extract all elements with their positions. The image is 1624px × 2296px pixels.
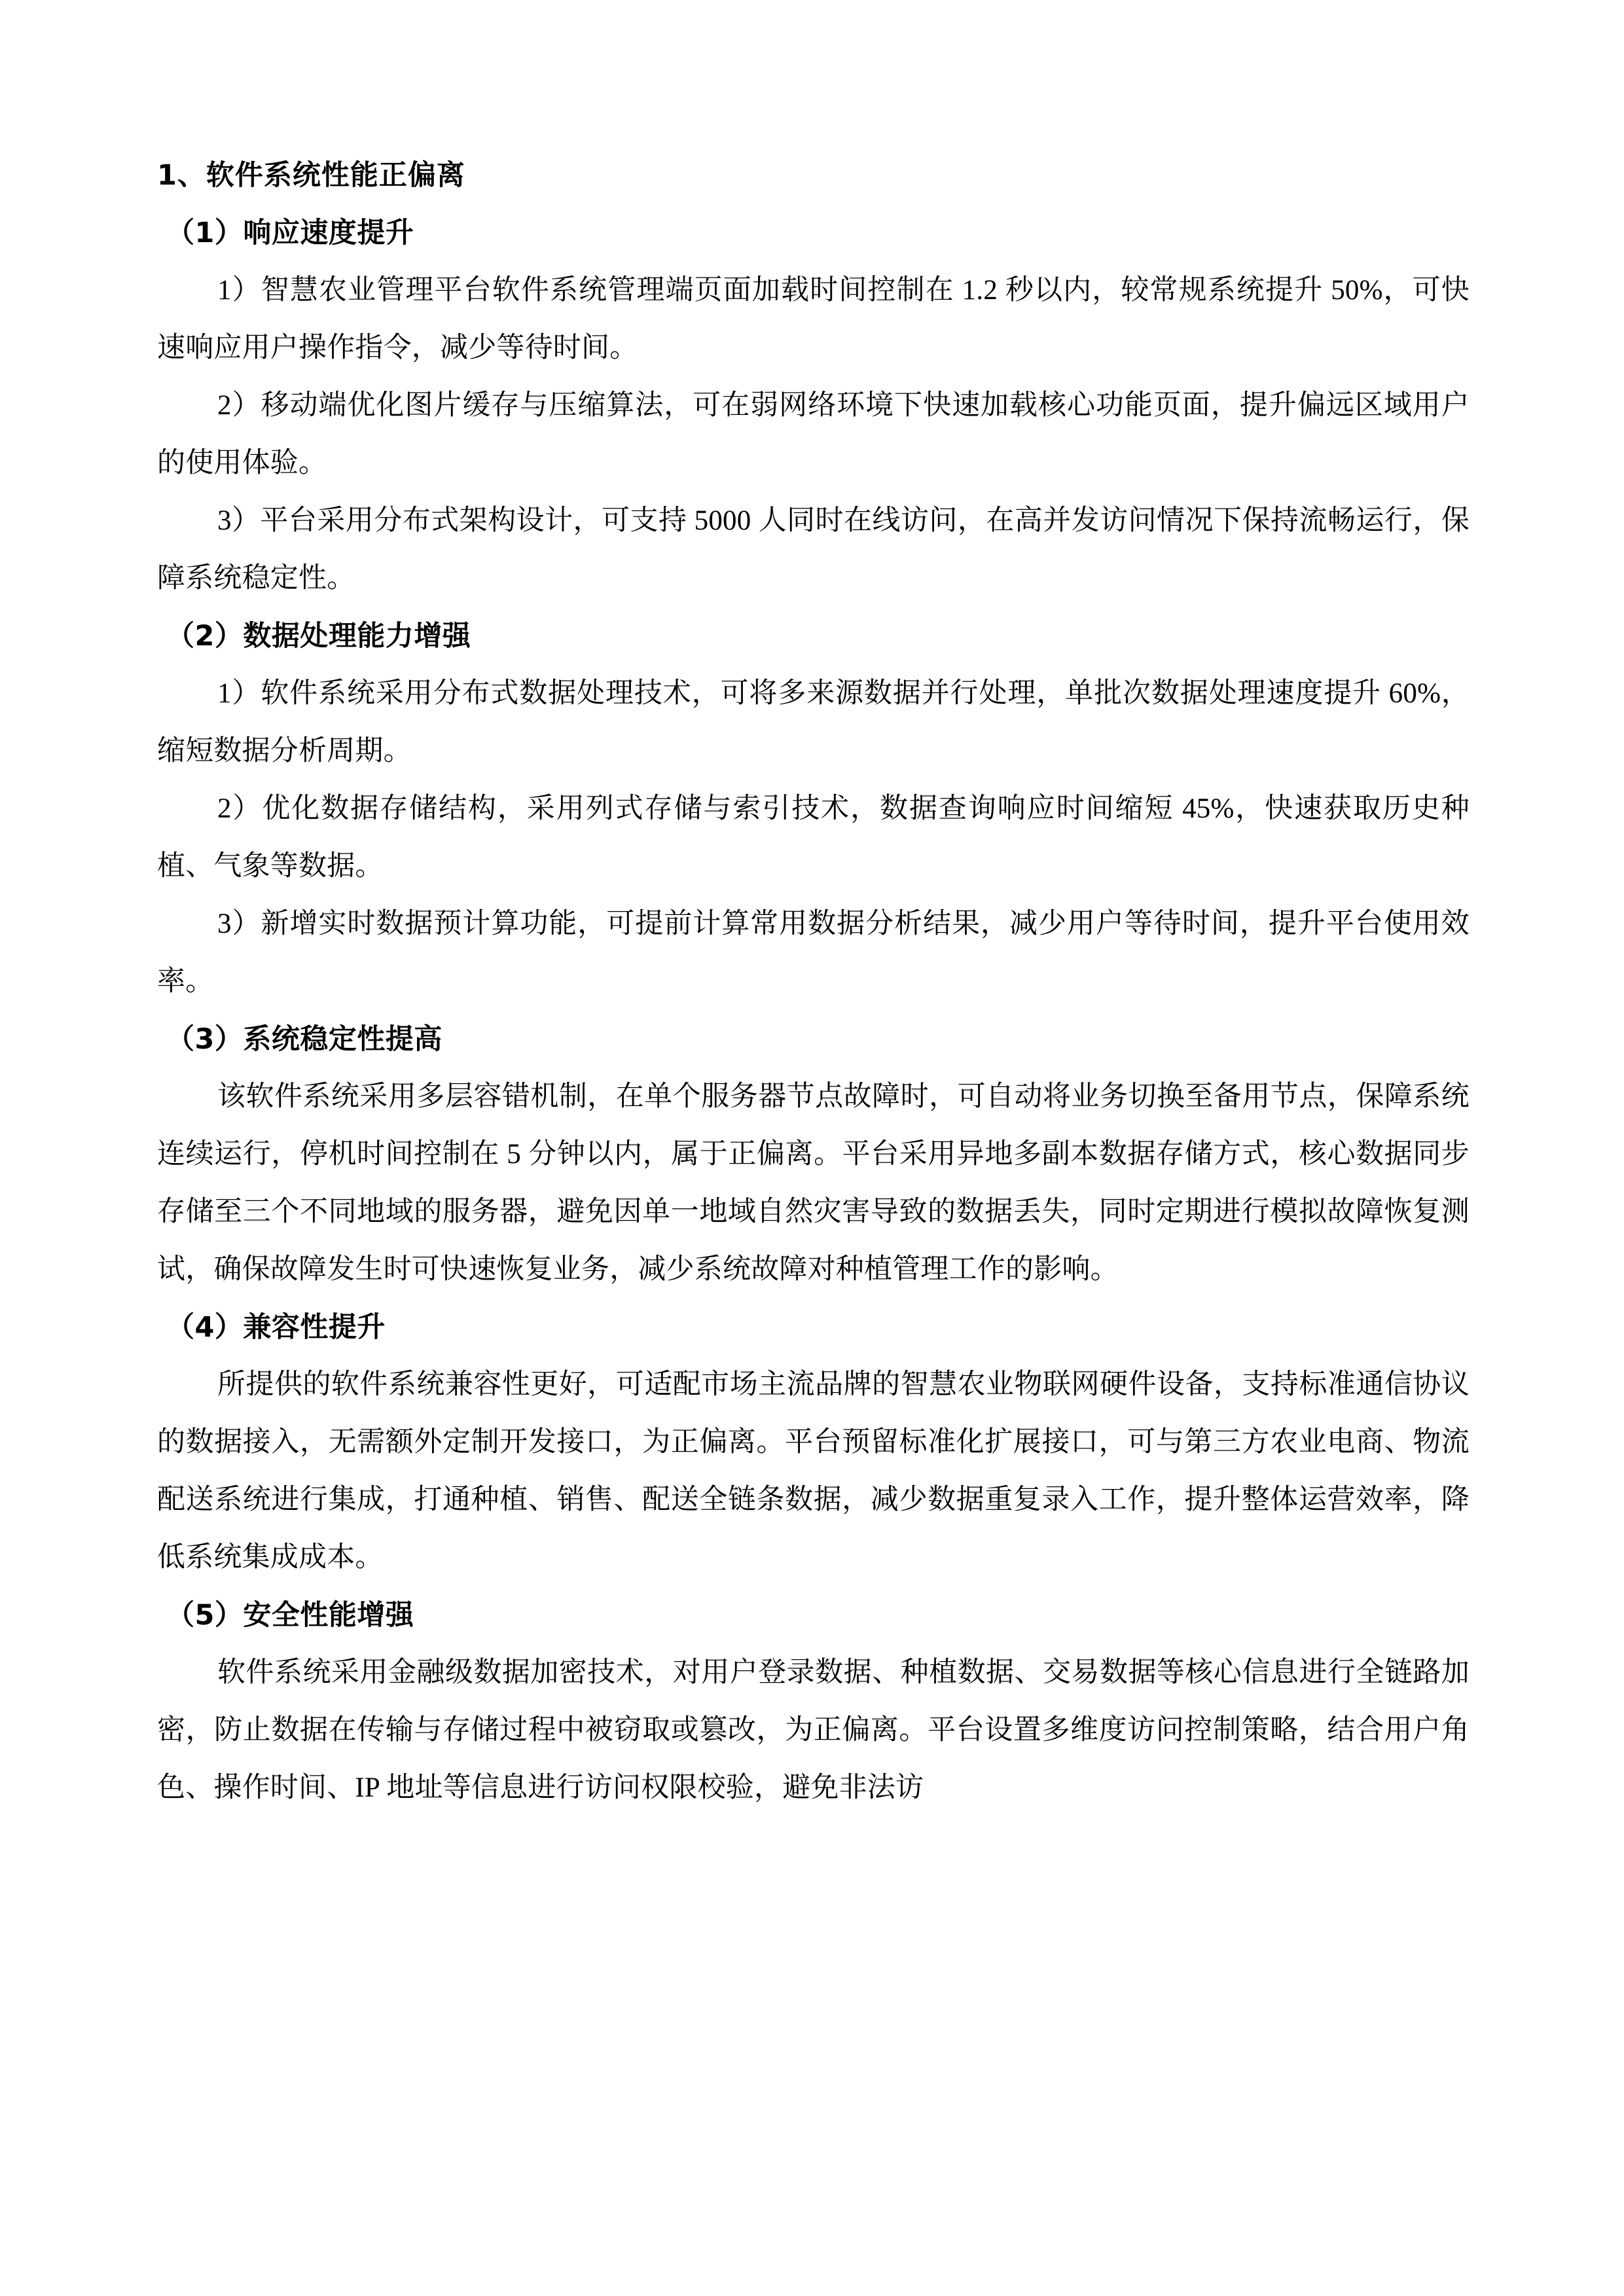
paragraph: 2）移动端优化图片缓存与压缩算法，可在弱网络环境下快速加载核心功能页面，提升偏远区域用户的使用体验。 <box>157 390 1470 478</box>
document-body <box>157 147 1470 1817</box>
section-heading-2: （2）数据处理能力增强 <box>166 620 471 653</box>
section-heading-1: （1）响应速度提升 <box>166 217 414 249</box>
paragraph: 2）优化数据存储结构，采用列式存储与索引技术，数据查询响应时间缩短 45%，快速获取历史种植、气象等数据。 <box>157 793 1470 882</box>
paragraph: 1）软件系统采用分布式数据处理技术，可将多来源数据并行处理，单批次数据处理速度提升 60%，缩短数据分析周期。 <box>157 678 1470 766</box>
paragraph: 1）智慧农业管理平台软件系统管理端页面加载时间控制在 1.2 秒以内，较常规系统提升 50%，可快速响应用户操作指令，减少等待时间。 <box>157 275 1470 363</box>
section-heading-5: （5）安全性能增强 <box>166 1599 414 1632</box>
section-heading-3: （3）系统稳定性提高 <box>166 1023 442 1056</box>
paragraph: 该软件系统采用多层容错机制，在单个服务器节点故障时，可自动将业务切换至备用节点，保障系统连续运行，停机时间控制在 5 分钟以内，属于正偏离。平台采用异地多副本数据存储方式，核心数据同步存储至三个不同地域的服务器，避免因单一地域自然灾害导致的数据丢失，同时定期进行模拟故障恢复测试，确保故障发生时可快速恢复业务，减少系统故障对种植管理工作的影响。 <box>157 1081 1470 1285</box>
paragraph: 软件系统采用金融级数据加密技术，对用户登录数据、种植数据、交易数据等核心信息进行全链路加密，防止数据在传输与存储过程中被窃取或篡改，为正偏离。平台设置多维度访问控制策略，结合用户角色、操作时间、IP 地址等信息进行访问权限校验，避免非法访 <box>157 1657 1470 1803</box>
page-title: 1、软件系统性能正偏离 <box>157 159 465 192</box>
paragraph: 所提供的软件系统兼容性更好，可适配市场主流品牌的智慧农业物联网硬件设备，支持标准通信协议的数据接入，无需额外定制开发接口，为正偏离。平台预留标准化扩展接口，可与第三方农业电商、物流配送系统进行集成，打通种植、销售、配送全链条数据，减少数据重复录入工作，提升整体运营效率，降低系统集成成本。 <box>157 1369 1470 1573</box>
paragraph: 3）平台采用分布式架构设计，可支持 5000 人同时在线访问，在高并发访问情况下保持流畅运行，保障系统稳定性。 <box>157 505 1470 594</box>
paragraph: 3）新增实时数据预计算功能，可提前计算常用数据分析结果，减少用户等待时间，提升平台使用效率。 <box>157 908 1470 997</box>
section-heading-4: （4）兼容性提升 <box>166 1311 386 1344</box>
